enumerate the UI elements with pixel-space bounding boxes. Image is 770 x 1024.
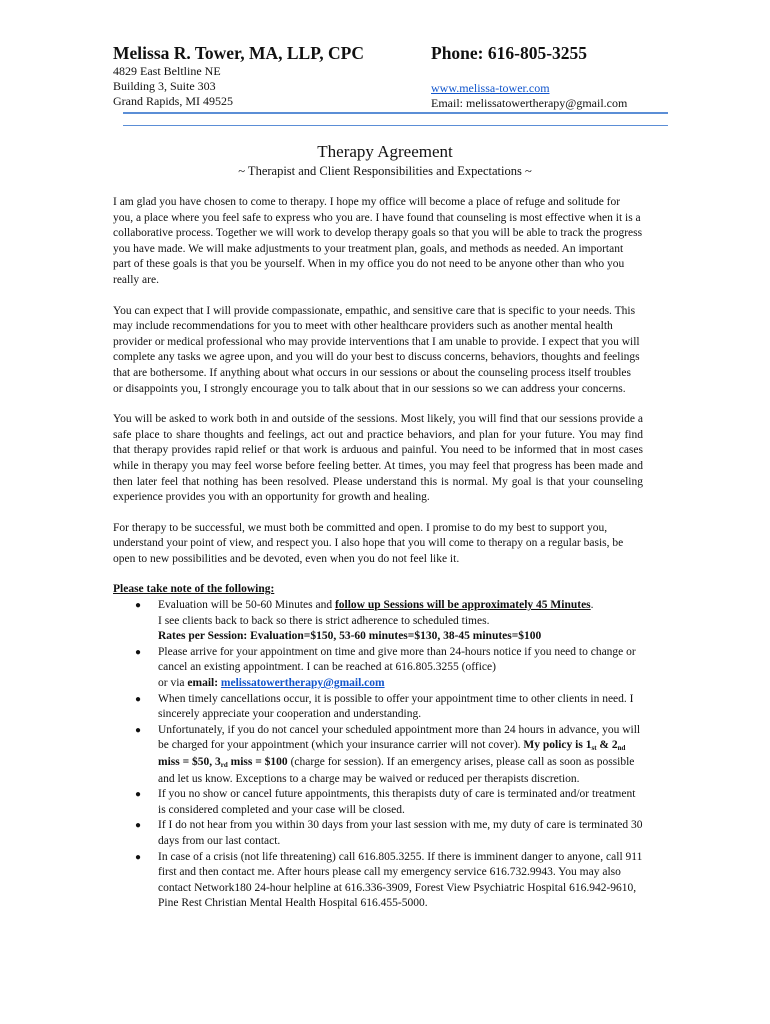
list-item: ● When timely cancellations occur, it is possible to offer your appointment time to other clients in need. I sincerely appreciate your cooperation and understanding. bbox=[135, 692, 634, 721]
bullet-icon: ● bbox=[135, 820, 142, 832]
email-link[interactable]: melissatowertherapy@gmail.com bbox=[220, 677, 385, 690]
bullet-icon: ● bbox=[135, 646, 142, 658]
session-rates: Rates per Session: Evaluation=$150, 53-60 minutes=$130, 38-45 minutes=$100 bbox=[158, 630, 542, 643]
header-divider-thin bbox=[123, 125, 668, 126]
header-phone-block bbox=[431, 42, 731, 111]
list-item: ● In case of a crisis (not life threatening) call 616.805.3255. If there is imminent danger to anyone, call 911 first and then contact me. After hours please call my emergency service 616.732.9943. You may also contact Network180 24-hour helpline at 616.336-3909, Forest View Psychiatric Hospital 616.942-9610, Pine Rest Christian Mental Health Hospital 616.455-5000. bbox=[135, 850, 643, 910]
notes-list bbox=[113, 598, 643, 912]
therapist-name: Melissa R. Tower, MA, LLP, CPC bbox=[113, 43, 365, 63]
header-contact-block bbox=[113, 42, 413, 109]
website-link[interactable]: www.melissa-tower.com bbox=[431, 81, 550, 95]
bullet-icon: ● bbox=[135, 789, 142, 801]
list-item: ● Unfortunately, if you do not cancel your scheduled appointment more than 24 hours in advance, you will be charged for your appointment (which your insurance carrier will not cover). My policy is 1st & 2nd miss = $50, 3rd miss = $100 (charge for session). If an emergency arises, please call as soon as possible and let us know. Exceptions to a charge may be waived or reduced per therapists discretion. bbox=[135, 723, 641, 785]
address-line-2: Building 3, Suite 303 bbox=[113, 79, 216, 93]
phone-number: Phone: 616-805-3255 bbox=[431, 43, 588, 63]
bullet-icon: ● bbox=[135, 851, 142, 863]
bullet-icon: ● bbox=[135, 724, 142, 736]
list-item: ● If you no show or cancel future appointments, this therapists duty of care is terminated and/or treatment is considered completed and your case will be closed. bbox=[135, 788, 636, 816]
cancellation-policy: My policy is 1st & 2nd miss = $50, 3rd miss = $100 bbox=[158, 739, 626, 769]
bullet-icon: ● bbox=[135, 600, 142, 612]
list-item: ● Please arrive for your appointment on time and give more than 24-hours notice if you need to change or cancel an existing appointment. I can be reached at 616.805.3255 (office) or via email: melissatowertherapy@gmail.com bbox=[135, 645, 636, 690]
header-divider-thick bbox=[123, 112, 668, 114]
document-subtitle: ~ Therapist and Client Responsibilities and Expectations ~ bbox=[238, 164, 532, 178]
document-title: Therapy Agreement bbox=[317, 142, 453, 161]
email-address: Email: melissatowertherapy@gmail.com bbox=[431, 96, 628, 110]
bullet-icon: ● bbox=[135, 693, 142, 705]
paragraph-work: You will be asked to work both in and outside of the sessions. Most likely, you will find that our sessions provide a safe place to share thoughts and feelings, act out and practice behaviors, and plan for your future. You may find that therapy provides rapid relief or that work is arduous and painful. You need to be informed that in most cases while in therapy you may feel worse before feeling better. At times, you may feel that progress has been made and then later feel that nothing has been resolved. Please understand this is normal. My goal is that your counseling experience provides you with an opportunity for growth and healing. bbox=[113, 413, 643, 504]
document-body bbox=[113, 195, 643, 912]
notes-heading: Please take note of the following: bbox=[113, 583, 275, 596]
list-item: ● If I do not hear from you within 30 days from your last session with me, my duty of care is terminated 30 days from our last contact. bbox=[135, 819, 643, 847]
address-line-3: Grand Rapids, MI 49525 bbox=[113, 94, 233, 108]
paragraph-commitment: For therapy to be successful, we must both be committed and open. I promise to do my best to support you, understand your point of view, and respect you. I also hope that you will come to therapy on a regular basis, be open to new possibilities and be devoted, even when you do not feel like it. bbox=[113, 521, 624, 565]
list-item: ● Evaluation will be 50-60 Minutes and follow up Sessions will be approximately 45 Minutes. I see clients back to back so there is strict adherence to scheduled times. Rates per Session: Evaluation=$150, 53-60 minutes=$130, 38-45 minutes=$100 bbox=[113, 598, 643, 645]
session-length-emphasis: follow up Sessions will be approximately 45 Minutes bbox=[334, 599, 591, 612]
paragraph-intro: I am glad you have chosen to come to therapy. I hope my office will become a place of refuge and solitude for you, a place where you feel safe to express who you are. I have found that counseling is most effective when it is a collaborative process. Together we will work to develop therapy goals so that you will be able to track the progress you have made. We will make adjustments to your treatment plan, goals, and methods as needed. An important part of these goals is that you be yourself. When in my office you do not need to be anyone other than who you really are. bbox=[113, 196, 643, 286]
paragraph-expectations: You can expect that I will provide compassionate, empathic, and sensitive care that is specific to your needs. This may include recommendations for you to meet with other healthcare providers such as another mental health provider or medical professional who may provide interventions that I am unable to provide. I expect that you will complete any tasks we agree upon, and you will do your best to discuss concerns, behaviors, thoughts and feelings that are bothersome. If anything about what occurs in our sessions or about the counseling process itself troubles or disappoints you, I strongly encourage you to talk about that in our sessions so we can address your concerns. bbox=[113, 304, 640, 395]
address-line-1: 4829 East Beltline NE bbox=[113, 64, 221, 78]
